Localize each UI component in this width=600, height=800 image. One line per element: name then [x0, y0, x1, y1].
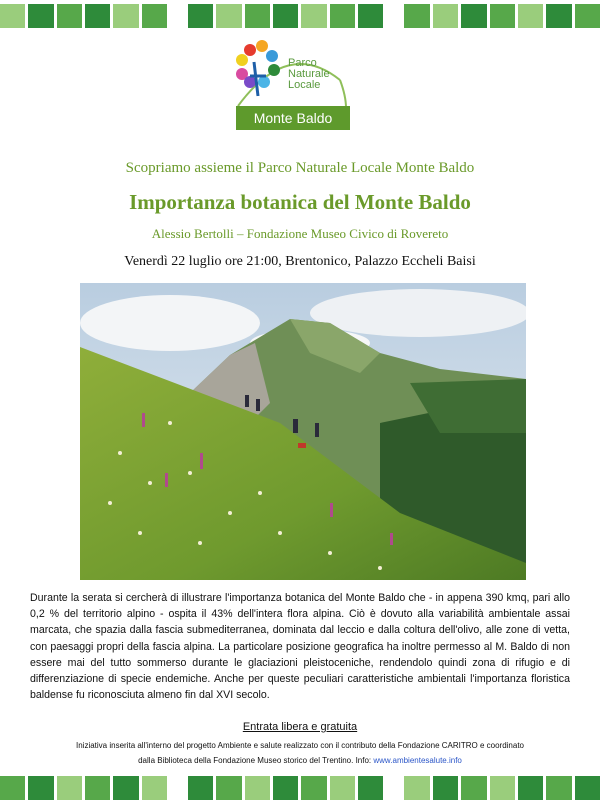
event-details: Venerdì 22 luglio ore 21:00, Brentonico, Palazzo Eccheli Baisi	[124, 254, 476, 269]
logo-line-3: Locale	[288, 79, 321, 91]
bottom-decorative-stripe	[0, 776, 600, 800]
footer-credits	[20, 738, 580, 768]
logo-line-2: Naturale	[288, 68, 330, 80]
top-decorative-stripe	[0, 4, 600, 28]
logo-band: Monte Baldo	[236, 106, 350, 130]
footer-line-1: Iniziativa inserita all'interno del progetto Ambiente e salute realizzato con il contributo della Fondazione CARITRO e coordinato	[76, 741, 524, 750]
free-entry-note: Entrata libera e gratuita	[242, 721, 358, 733]
logo-line-1: Parco	[288, 57, 317, 69]
page-title: Importanza botanica del Monte Baldo	[129, 190, 471, 214]
park-logo	[228, 36, 354, 132]
mountain-meadow-photo	[80, 283, 526, 580]
subtitle: Scopriamo assieme il Parco Naturale Locale Monte Baldo	[125, 160, 475, 176]
footer-line-2-text: dalla Biblioteca della Fondazione Museo storico del Trentino. Info:	[138, 756, 372, 765]
speaker: Alessio Bertolli – Fondazione Museo Civico di Rovereto	[151, 226, 449, 241]
footer-line-2	[20, 753, 580, 768]
description-paragraph: Durante la serata si cercherà di illustrare l'importanza botanica del Monte Baldo che - in appena 390 kmq, pari allo 0,2 % del territorio alpino - ospita il 43% dell'intera flora alpina. Ciò è dovuto alla variabilità ambientale assai marcata, che spazia dalla fascia submediterranea, dominata dal leccio e dalla coltura dell'olivo, alle zone di vetta, con paesaggi propri della fascia alpina. La particolare posizione geografica ha inoltre permesso al M. Baldo di non essere mai del tutto sommerso durante le glaciazioni pleistoceniche, rendendolo quindi zona di rifugio e di differenziazione di specie endemiche. Anche per queste peculiari caratteristiche ambientali l'importanza floristica baldense fu riconosciuta almeno fin dal XVI secolo.	[30, 592, 570, 702]
info-link[interactable]: www.ambientesalute.info	[373, 756, 462, 765]
mountain-photo-illustration	[80, 283, 526, 580]
